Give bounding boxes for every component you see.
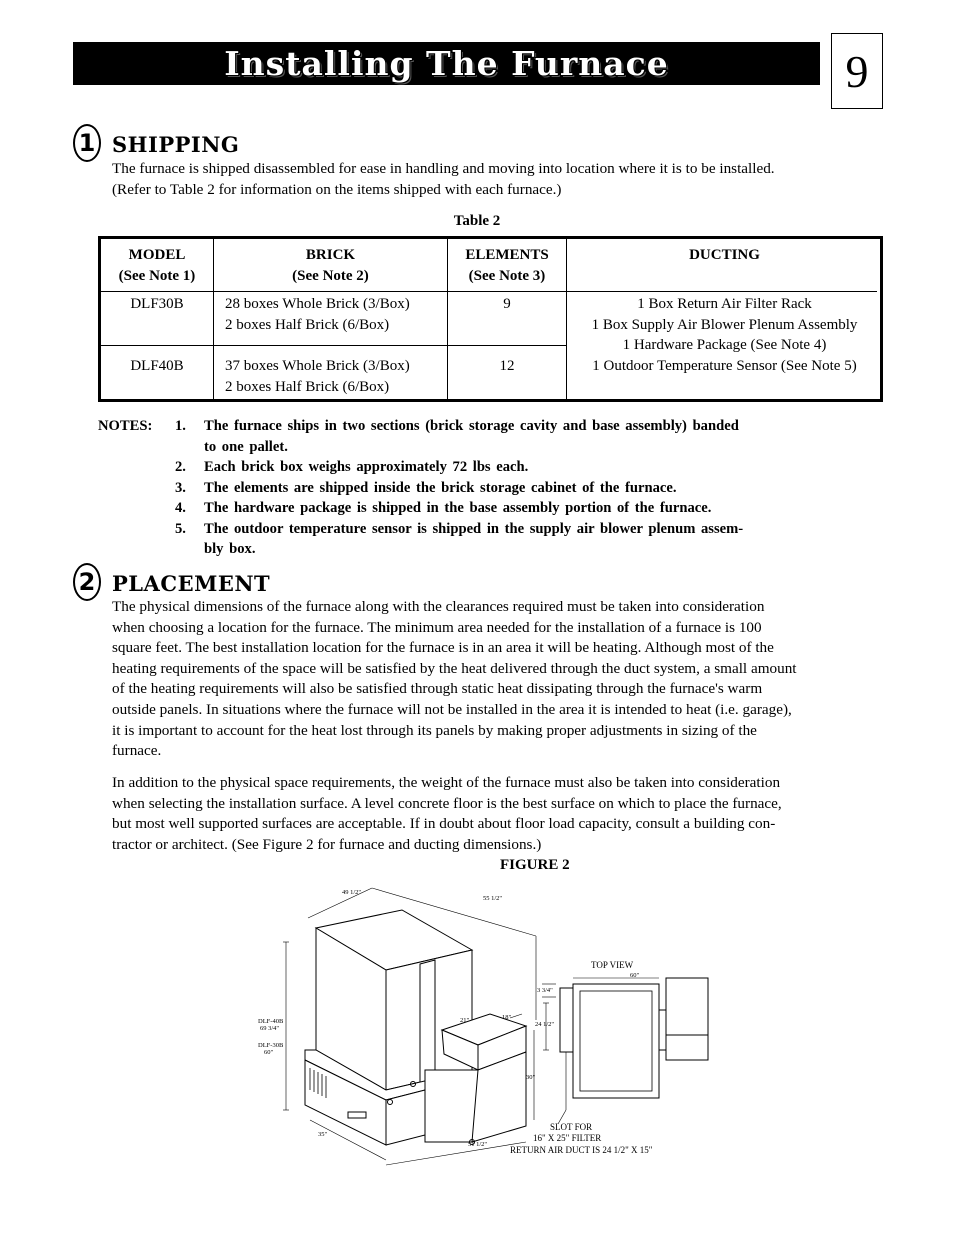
- section-heading-shipping: SHIPPING: [112, 132, 240, 157]
- dim-label: 55 1/2": [483, 895, 503, 902]
- cell-elements: 12: [499, 358, 515, 374]
- text-line: it is important to account for the heat lost through its panels by making proper adjustments in sizing of the: [112, 721, 757, 739]
- header-elements: [448, 245, 566, 286]
- shipping-paragraph: [112, 159, 884, 200]
- dim-label: DLF-40B: [258, 1018, 284, 1025]
- cell-line: 1 Box Supply Air Blower Plenum Assembly: [591, 316, 858, 333]
- dim-label: 60": [630, 972, 640, 979]
- note-text: [204, 457, 834, 478]
- cell-line: 1 Box Return Air Filter Rack: [637, 296, 812, 312]
- note-line: bly box.: [204, 541, 256, 557]
- note-line: The furnace ships in two sections (brick storage cavity and base assembly) banded: [204, 418, 739, 434]
- dim-label: 3 3/4": [537, 987, 553, 994]
- dim-label: 49 1/2": [342, 889, 362, 896]
- dim-label: 24 1/2": [535, 1021, 555, 1028]
- dim-label: 69 3/4": [260, 1025, 280, 1032]
- header-line: BRICK: [305, 247, 356, 263]
- notes-label: NOTES:: [98, 418, 153, 434]
- section-number-shipping: 1: [73, 124, 101, 162]
- furnace-dimension-drawing: [250, 880, 720, 1185]
- table-caption: Table 2: [453, 213, 501, 229]
- text-line: but most well supported surfaces are acceptable. If in doubt about floor load capacity, consult a building con-: [112, 815, 776, 833]
- text-line: (Refer to Table 2 for information on the items shipped with each furnace.): [112, 180, 562, 198]
- placement-paragraph-2: [112, 773, 884, 855]
- note-number: 2.: [175, 459, 186, 475]
- note-line: to one pallet.: [204, 438, 288, 455]
- cell-ducting: [567, 294, 882, 376]
- note-line: The elements are shipped inside the brick storage cabinet of the furnace.: [204, 479, 677, 496]
- page-number: 9: [831, 33, 883, 109]
- cell-elements: 9: [503, 296, 511, 312]
- row-divider: [101, 345, 566, 346]
- page-title: Installing The Furnace: [224, 44, 669, 83]
- text-line: The furnace is shipped disassembled for ease in handling and moving into location where it is to be installed.: [112, 160, 775, 177]
- text-line: tractor or architect. (See Figure 2 for furnace and ducting dimensions.): [112, 835, 542, 853]
- note-text: [204, 478, 834, 499]
- header-line: ELEMENTS: [465, 247, 549, 263]
- dim-label: 21": [460, 1017, 470, 1024]
- cell-line: 2 boxes Half Brick (6/Box): [225, 316, 390, 333]
- note-number: 4.: [175, 500, 186, 516]
- note-line: The hardware package is shipped in the base assembly portion of the furnace.: [204, 500, 712, 516]
- cell-brick: [225, 294, 447, 335]
- text-line: outside panels. In situations where the furnace will not be installed in the area it is intended to heat (i.e. garage),: [112, 700, 792, 718]
- text-line: when selecting the installation surface. A level concrete floor is the best surface on which to place the furnace,: [112, 794, 782, 812]
- dim-label: 51 1/2": [468, 1141, 488, 1148]
- text-line: square feet. The best installation location for the furnace is in an area it will be heating. Although most of the: [112, 639, 774, 657]
- top-view-outline: [560, 978, 708, 1098]
- dim-label: 30": [526, 1074, 536, 1081]
- cell-brick: [225, 356, 447, 397]
- dim-label: 18": [502, 1014, 512, 1021]
- slot-label: RETURN AIR DUCT IS 24 1/2" X 15": [510, 1145, 653, 1155]
- header-line: (See Note 2): [292, 267, 369, 284]
- header-divider: [101, 291, 877, 292]
- cell-line: 28 boxes Whole Brick (3/Box): [225, 296, 410, 312]
- cell-line: 2 boxes Half Brick (6/Box): [225, 378, 390, 395]
- cell-line: 1 Hardware Package (See Note 4): [622, 337, 827, 353]
- text-line: when choosing a location for the furnace. The minimum area needed for the installation of a furnace is 100: [112, 618, 762, 636]
- header-line: (See Note 1): [118, 267, 196, 284]
- note-text: [204, 519, 834, 560]
- text-line: furnace.: [112, 742, 162, 760]
- note-text: [204, 498, 834, 519]
- text-line: The physical dimensions of the furnace along with the clearances required must be taken into consideration: [112, 598, 765, 615]
- text-line: In addition to the physical space requirements, the weight of the furnace must also be taken into consideration: [112, 774, 781, 791]
- shipping-table: [98, 236, 883, 402]
- cell-model: DLF30B: [130, 296, 184, 312]
- dim-label: 60": [264, 1049, 274, 1056]
- note-number: 5.: [175, 520, 186, 537]
- note-number: 3.: [175, 479, 186, 496]
- note-line: Each brick box weighs approximately 72 lbs each.: [204, 459, 529, 475]
- cell-model: DLF40B: [130, 358, 184, 374]
- top-view-label: TOP VIEW: [591, 960, 634, 970]
- header-ducting: [567, 245, 882, 266]
- header-brick: [214, 245, 447, 286]
- text-line: of the heating requirements will also be satisfied through static heat dissipating through the furnace's warm: [112, 680, 763, 698]
- note-number: 1.: [175, 418, 186, 434]
- figure-caption: FIGURE 2: [500, 857, 570, 873]
- slot-label: 16" X 25" FILTER: [533, 1133, 602, 1143]
- section-number-placement: 2: [73, 563, 101, 601]
- title-bar: [73, 42, 820, 85]
- slot-label: SLOT FOR: [550, 1122, 593, 1132]
- header-model: [101, 245, 213, 286]
- header-line: DUCTING: [689, 247, 760, 263]
- dim-label: 35": [318, 1131, 328, 1138]
- header-line: MODEL: [128, 247, 186, 263]
- text-line: heating requirements of the space will be satisfied by the heat delivered through the duct system, a small amount: [112, 659, 797, 677]
- dim-label: DLF-30B: [258, 1042, 284, 1049]
- cell-line: 37 boxes Whole Brick (3/Box): [225, 358, 410, 374]
- note-line: The outdoor temperature sensor is shipped in the supply air blower plenum assem-: [204, 520, 744, 537]
- placement-paragraph-1: [112, 597, 884, 762]
- section-heading-placement: PLACEMENT: [112, 571, 271, 596]
- cell-line: 1 Outdoor Temperature Sensor (See Note 5): [592, 357, 857, 374]
- note-text: [204, 416, 834, 457]
- header-line: (See Note 3): [468, 267, 546, 284]
